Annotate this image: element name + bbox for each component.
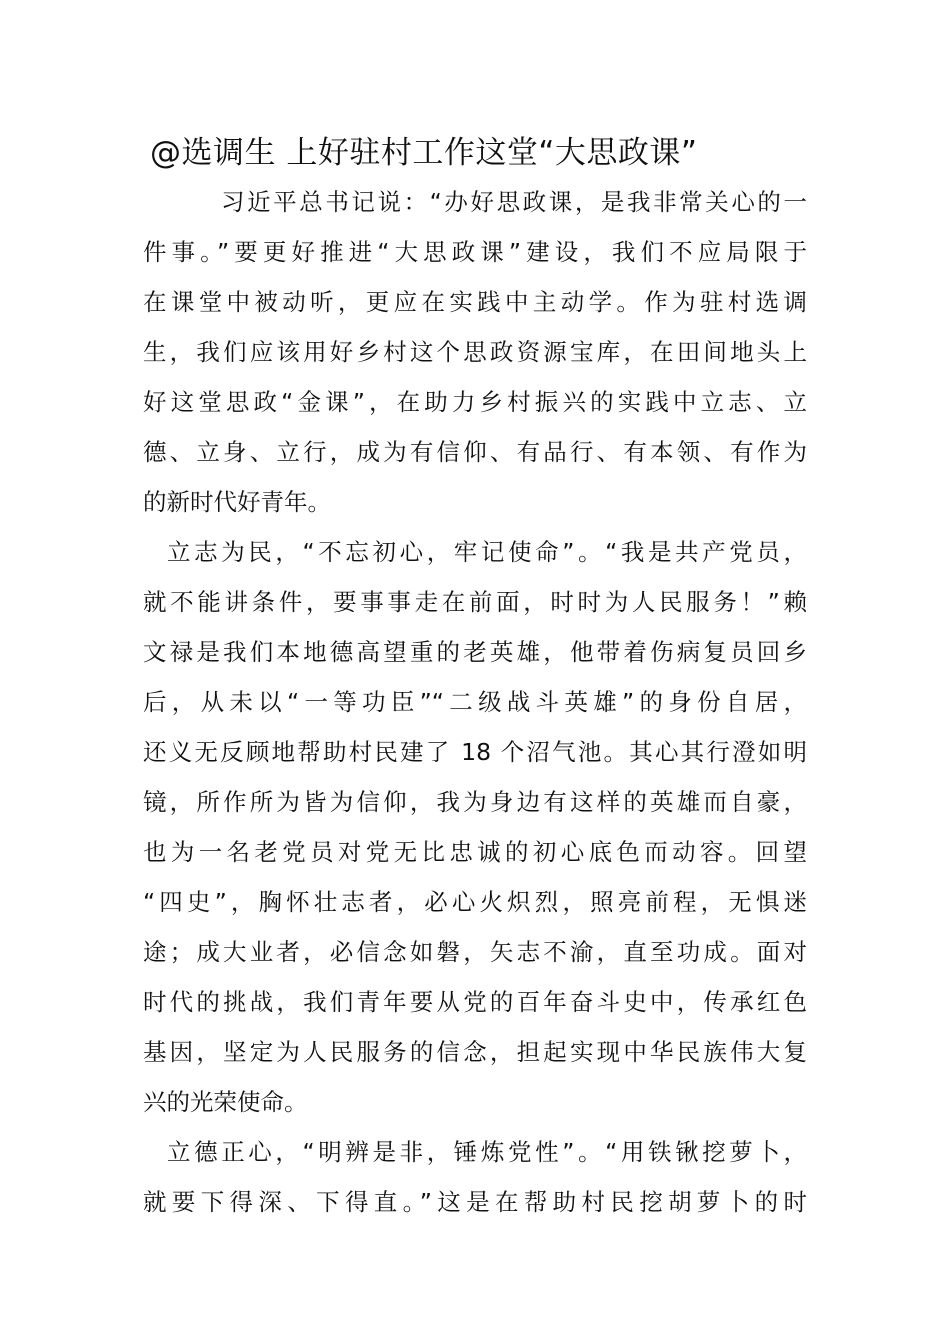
- paragraph-line: 基因，坚定为人民服务的信念，担起实现中华民族伟大复: [143, 1038, 807, 1066]
- paragraph-line: 也为一名老党员对党无比忠诚的初心底色而动容。回望: [143, 838, 807, 866]
- paragraph-line: 的新时代好青年。: [143, 488, 331, 516]
- paragraph-line: 途；成大业者，必信念如磐，矢志不渝，直至功成。面对: [143, 938, 807, 966]
- document-title: @选调生 上好驻村工作这堂“大思政课”: [150, 135, 698, 171]
- paragraph-line: 德、立身、立行，成为有信仰、有品行、有本领、有作为: [143, 438, 807, 466]
- paragraph-line: 就不能讲条件，要事事走在前面，时时为人民服务！”赖: [143, 588, 807, 616]
- paragraph-line: 兴的光荣使命。: [143, 1088, 308, 1116]
- paragraph-line: 在课堂中被动听，更应在实践中主动学。作为驻村选调: [143, 288, 807, 316]
- paragraph-line: 就要下得深、下得直。”这是在帮助村民挖胡萝卜的时: [143, 1188, 807, 1216]
- paragraph-line: 文禄是我们本地德高望重的老英雄，他带着伤病复员回乡: [143, 638, 807, 666]
- paragraph-line: 好这堂思政“金课”，在助力乡村振兴的实践中立志、立: [143, 388, 807, 416]
- paragraph-line: “四史”，胸怀壮志者，必心火炽烈，照亮前程，无惧迷: [143, 888, 807, 916]
- paragraph-line: 还义无反顾地帮助村民建了 18 个沼气池。其心其行澄如明: [143, 738, 807, 766]
- paragraph-line: 镜，所作所为皆为信仰，我为身边有这样的英雄而自豪，: [143, 788, 807, 816]
- paragraph-line: 时代的挑战，我们青年要从党的百年奋斗史中，传承红色: [143, 988, 807, 1016]
- document-body: [143, 177, 807, 1227]
- paragraph-line: 习近平总书记说：“办好思政课，是我非常关心的一: [221, 188, 807, 216]
- paragraph-line: 件事。”要更好推进“大思政课”建设，我们不应局限于: [143, 238, 807, 266]
- paragraph-line: 立志为民，“不忘初心，牢记使命”。“我是共产党员，: [167, 538, 807, 566]
- paragraph-line: 后，从未以“一等功臣”“二级战斗英雄”的身份自居，: [143, 688, 807, 716]
- paragraph-line: 立德正心，“明辨是非，锤炼党性”。“用铁锹挖萝卜，: [167, 1138, 807, 1166]
- paragraph-line: 生，我们应该用好乡村这个思政资源宝库，在田间地头上: [143, 338, 807, 366]
